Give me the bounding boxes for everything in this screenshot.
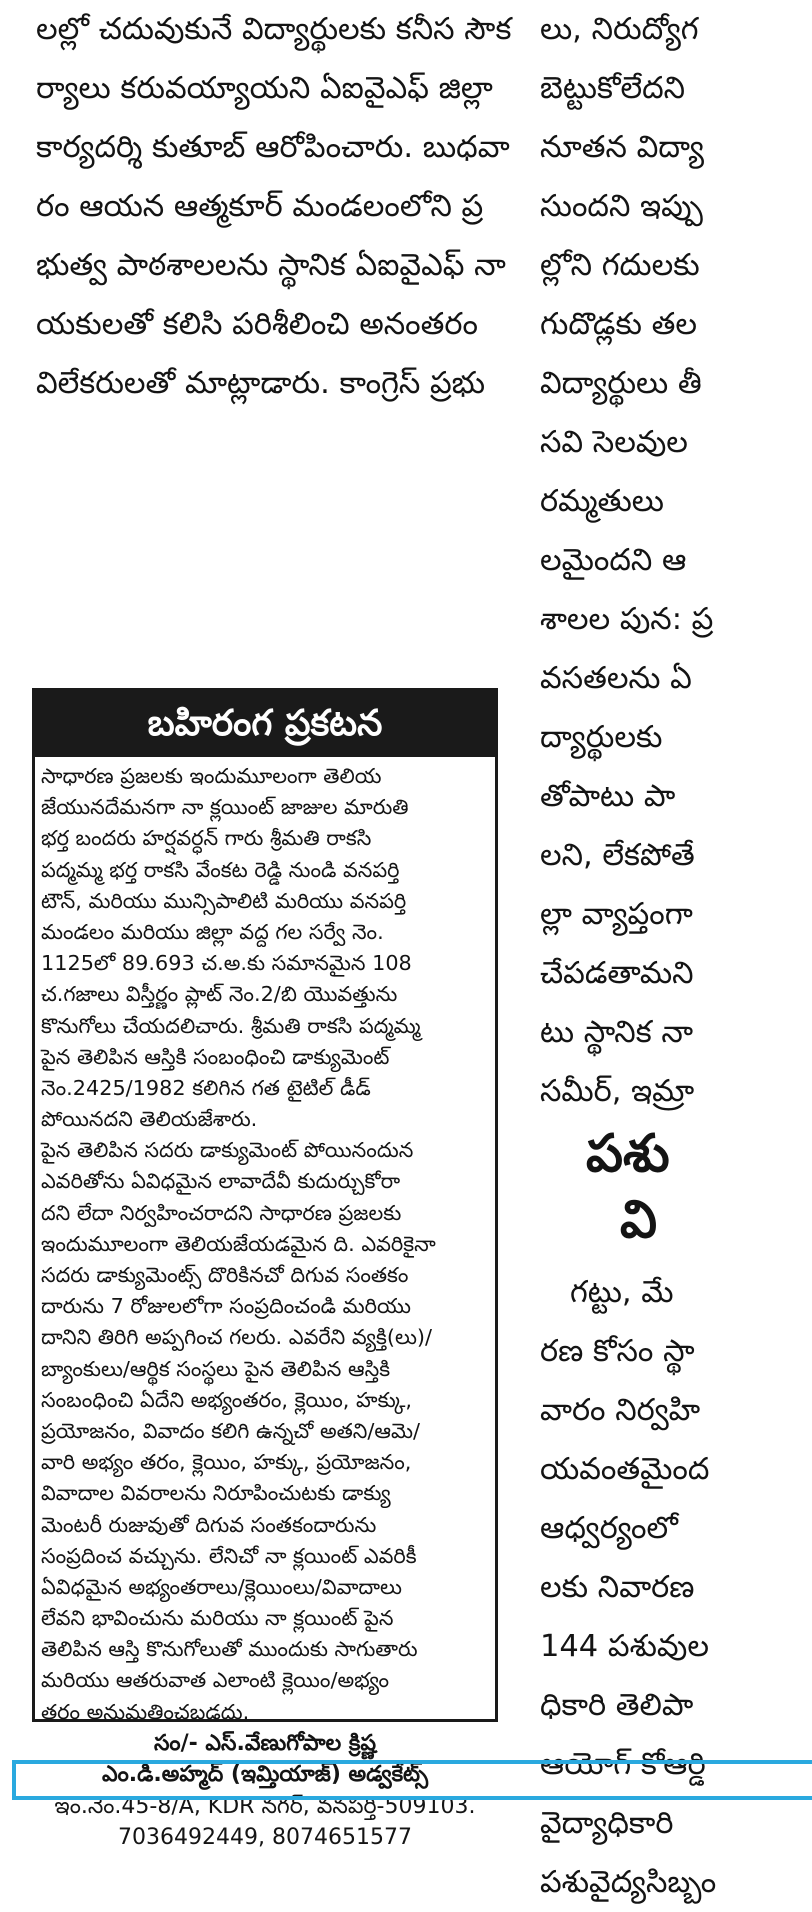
ad-line: సంప్రదించ వచ్చును. లేనిచో నా క్లయింట్ ఎవరికీ xyxy=(41,1543,417,1568)
article-line: యవంతమైంద xyxy=(540,1452,710,1487)
article-line: 144 పశువుల xyxy=(540,1629,709,1664)
ad-line: భర్త బందరు హర్షవర్ధన్ గారు శ్రీమతి రాకసి xyxy=(41,826,372,851)
ad-signature-address: ఇం.నెం.45-8/A, KDR నగర్, వనపర్తి-509103. xyxy=(54,1793,476,1819)
ad-line: లేవని భావించును మరియు నా క్లయింట్ పైన xyxy=(41,1606,394,1631)
article-line: వసతలను ఏ xyxy=(540,661,692,696)
ad-line: దానిని తిరిగి అప్పగించ గలరు. ఎవరేని వ్యక్తి(లు)/ xyxy=(41,1325,433,1350)
ad-line: ఏవిధమైన అభ్యంతరాలు/క్లెయింలు/వివాదాలు xyxy=(41,1574,402,1599)
ad-body xyxy=(35,757,495,1854)
article-line: విద్యార్థులు తీ xyxy=(540,366,702,401)
article-line: సమీర్, ఇమ్రా xyxy=(540,1074,695,1109)
ad-line: సాధారణ ప్రజలకు ఇందుమూలంగా తెలియ xyxy=(41,764,382,788)
bottom-border-box xyxy=(12,1760,812,1800)
article-line: లకు నివారణ xyxy=(540,1570,695,1605)
headline-gap xyxy=(540,1253,800,1263)
ad-line: నెం.2425/1982 కలిగిన గత టైటిల్ డీడ్ xyxy=(41,1075,371,1100)
article-line: లల్లో చదువుకునే విద్యార్థులకు కనీస సౌక xyxy=(36,12,512,47)
ad-signature-phone: 7036492449, 8074651577 xyxy=(118,1825,412,1851)
article-line: ఆయోగ్ కోఆర్డి xyxy=(540,1747,706,1782)
article-line: చేపడతామని xyxy=(540,956,694,991)
article-line: యకులతో కలిసి పరిశీలించి అనంతరం xyxy=(36,307,478,342)
ad-signature-name: సం/- ఎస్.వేణుగోపాల క్రిష్ణ xyxy=(153,1730,377,1756)
ad-line: పైన తెలిపిన సదరు డాక్యుమెంట్ పోయినందున xyxy=(41,1138,414,1163)
article-line: రం ఆయన ఆత్మకూర్ మండలంలోని ప్ర xyxy=(36,189,484,224)
article-line: ద్యార్థులకు xyxy=(540,720,663,755)
ad-line: సదరు డాక్యుమెంట్స్ దొరికినచో దిగువ సంతకం xyxy=(41,1263,409,1287)
article-line: వైద్యాధికారి xyxy=(540,1806,674,1841)
ad-line: తెలిపిన ఆస్తి కొనుగోలుతో ముందుకు సాగుతారు xyxy=(41,1637,418,1662)
article-line: లని, లేకపోతే xyxy=(540,838,695,873)
article-line: ర్యాలు కరువయ్యాయని ఏఐవైఎఫ్ జిల్లా xyxy=(36,71,493,106)
public-notice-ad xyxy=(32,688,498,1851)
article-line: ల్లా వ్యాప్తంగా xyxy=(540,897,693,932)
ad-line: ఎవరితోను ఏవిధమైన లావాదేవీ కుదుర్చుకోరా xyxy=(41,1169,401,1194)
article-line: ధికారి తెలిపా xyxy=(540,1688,694,1723)
article-line: వారం నిర్వహి xyxy=(540,1393,701,1428)
ad-line: మెంటరీ రుజువుతో దిగువ సంతకందారును xyxy=(41,1512,377,1537)
ad-line: మరియు ఆతరువాత ఎలాంటి క్లెయిం/అభ్యం xyxy=(41,1668,390,1693)
ad-title: బహిరంగ ప్రకటన xyxy=(35,691,495,757)
ad-signature-advocates: ఎం.డి.అహ్మద్ (ఇమ్తియాజ్) అడ్వకేట్స్ xyxy=(102,1762,428,1788)
article-line: శాలల పున: ప్ర xyxy=(540,602,714,637)
left-article xyxy=(36,0,512,413)
article-line: ఆధ్వర్యంలో xyxy=(540,1511,678,1546)
article-line: లమైందని ఆ xyxy=(540,543,687,578)
article-line: గుదొడ్లకు తల xyxy=(540,307,697,342)
article-line: సవి సెలవుల xyxy=(540,425,688,460)
article-line: లు, నిరుద్యోగ xyxy=(540,12,699,47)
article-line: టు స్థానిక నా xyxy=(540,1015,694,1050)
ad-line: పోయినదని తెలియజేశారు. xyxy=(41,1107,258,1132)
headline: పశు xyxy=(586,1124,670,1184)
ad-line: ప్రయోజనం, వివాదం కలిగి ఉన్నచో అతని/ఆమె/ xyxy=(41,1418,421,1443)
article-line: తోపాటు పా xyxy=(540,779,676,814)
ad-line: పద్మమ్మ భర్త రాకసి వేంకట రెడ్డి నుండి వనపర్తి xyxy=(41,857,400,882)
ad-line: బ్యాంకులు/ఆర్థిక సంస్థలు పైన తెలిపిన ఆస్తికి xyxy=(41,1356,391,1381)
ad-line: దని లేదా నిర్వహించరాదని సాధారణ ప్రజలకు xyxy=(41,1200,402,1225)
ad-line: మండలం మరియు జిల్లా వద్ద గల సర్వే నెం. xyxy=(41,919,384,944)
ad-line: జేయునదేమనగా నా క్లయింట్ జాజుల మారుతి xyxy=(41,795,409,820)
article-line: రమ్మతులు xyxy=(540,484,664,519)
ad-line: 1125లో 89.693 చ.అ.కు సమానమైన 108 xyxy=(41,951,412,976)
article-line: ల్లోని గదులకు xyxy=(540,248,700,283)
ad-line: తరం అనుమతించబడదు. xyxy=(41,1699,250,1724)
headline: వి xyxy=(620,1190,657,1250)
article-line: విలేకరులతో మాట్లాడారు. కాంగ్రెస్ ప్రభు xyxy=(36,366,486,401)
right-article xyxy=(540,0,800,1900)
ad-line: కొనుగోలు చేయదలిచారు. శ్రీమతి రాకసి పద్మమ్మ xyxy=(41,1013,421,1038)
article-line: కార్యదర్శి కుతూబ్ ఆరోపించారు. బుధవా xyxy=(36,130,510,165)
ad-line: పైన తెలిపిన ఆస్తికి సంబంధించి డాక్యుమెంట్ xyxy=(41,1044,390,1069)
article-line: గట్టు, మే xyxy=(570,1275,674,1310)
article-line: సుందని ఇప్పు xyxy=(540,189,703,224)
article-line: పశువైద్యసిబ్బం xyxy=(540,1865,717,1900)
ad-line: సంబంధించి ఏదేని అభ్యంతరం, క్లెయిం, హక్కు, xyxy=(41,1387,413,1412)
ad-line: టౌన్, మరియు మున్సిపాలిటి మరియు వనపర్తి xyxy=(41,888,407,913)
article-line: భుత్వ పాఠశాలలను స్థానిక ఏఐవైఎఫ్ నా xyxy=(36,248,506,283)
ad-line: చ.గజాలు విస్తీర్ణం ప్లాట్ నెం.2/బి యొవత్తును xyxy=(41,982,398,1007)
article-line: బెట్టుకోలేదని xyxy=(540,71,686,106)
ad-line: వివాదాల వివరాలను నిరూపించుటకు డాక్యు xyxy=(41,1481,391,1506)
ad-line: దారును 7 రోజులలోగా సంప్రదించండి మరియు xyxy=(41,1294,411,1319)
article-line: రణ కోసం స్థా xyxy=(540,1334,695,1369)
ad-line: వారి అభ్యం తరం, క్లెయిం, హక్కు, ప్రయోజనం, xyxy=(41,1450,412,1475)
ad-line: ఇందుమూలంగా తెలియజేయడమైన ది. ఎవరికైనా xyxy=(41,1231,436,1256)
article-line: నూతన విద్యా xyxy=(540,130,704,165)
